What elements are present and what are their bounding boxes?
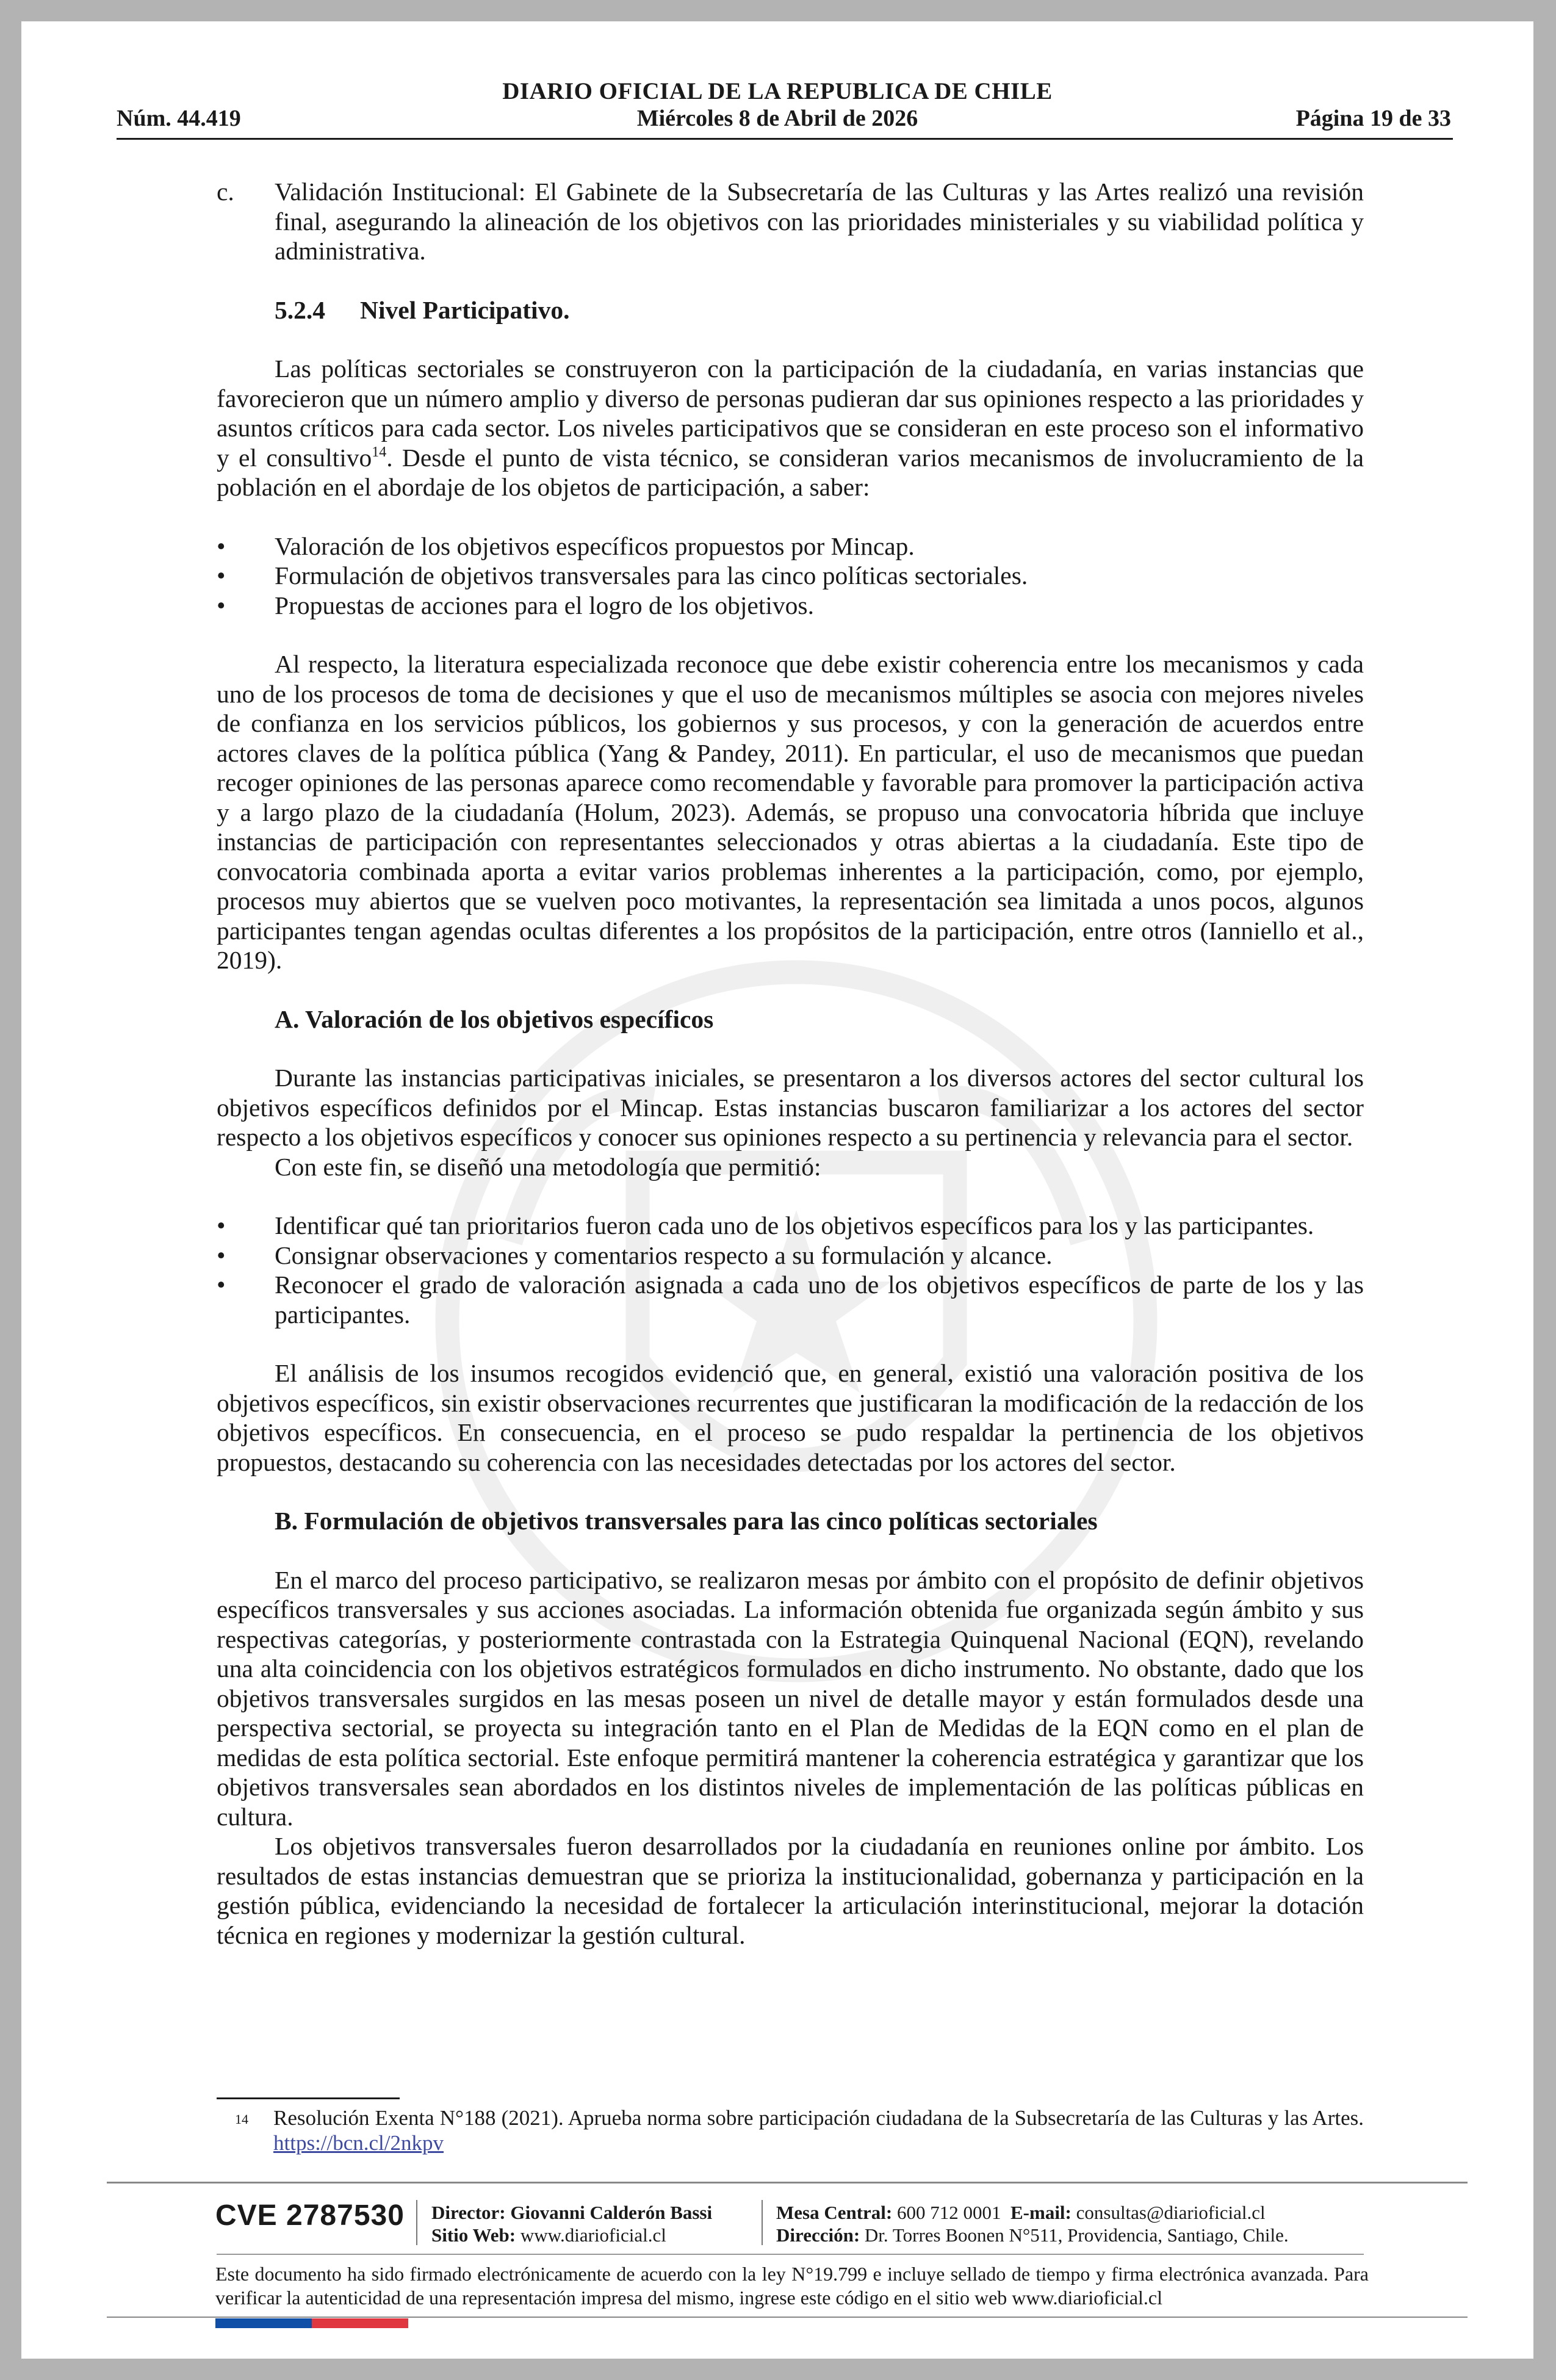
list-item-text: Validación Institucional: El Gabinete de la Subsecretaría de las Culturas y las Artes realizó una revisión final, asegurando la alineación de los objetivos con las prioridades ministeriales y su viabilidad política y administrativa.: [275, 178, 1364, 265]
list-item: • Consignar observaciones y comentarios respecto a su formulación y alcance.: [217, 1241, 1053, 1269]
footer-rule: [107, 2182, 1468, 2183]
site-label: Sitio Web:: [431, 2224, 516, 2246]
mesa-label: Mesa Central:: [776, 2202, 893, 2223]
signature-note: Este documento ha sido firmado electrónicamente de acuerdo con la ley N°19.799 e incluye sellado de tiempo y firma electrónica avanzada. Para verificar la autenticidad de una representación impresa del mismo, ingrese este código en el sitio web www.diarioficial.cl: [215, 2263, 1369, 2309]
list-item: • Propuestas de acciones para el logro de los objetivos.: [217, 591, 814, 619]
footnote-rule: [217, 2097, 400, 2099]
list-item-c: [217, 177, 1364, 266]
paragraph-1: Las políticas sectoriales se construyeron con la participación de la ciudadanía, en varias instancias que favorecieron que un número amplio y diverso de personas pudieran dar sus opiniones respecto a las prioridades y asuntos críticos para cada sector. Los niveles participativos que se consideran en este proceso son el informativo y el consultivo$^{14}$. Desde el punto de vista técnico, se consideran varios mecanismos de involucramiento de la población en el abordaje de los objetos de participación, a saber:: [217, 355, 1364, 501]
header-title: DIARIO OFICIAL DE LA REPUBLICA DE CHILE: [502, 78, 1053, 104]
bullet-icon: •: [217, 1211, 226, 1239]
director-label: Director:: [431, 2202, 506, 2223]
paragraph-5: El análisis de los insumos recogidos evidenció que, en general, existió una valoración positiva de los objetivos específicos, sin existir observaciones recurrentes que justificaran la modificación de la redacción de los objetivos específicos. En consecuencia, en el proceso se pudo respaldar la pertinencia de los objetivos propuestos, destacando su coherencia con las necesidades detectadas por los actores del sector.: [217, 1359, 1364, 1476]
list-marker: c.: [217, 178, 234, 206]
header-number: Núm. 44.419: [117, 106, 241, 131]
list-item: • Valoración de los objetivos específicos propuestos por Mincap.: [217, 532, 915, 560]
email-address[interactable]: consultas@diarioficial.cl: [1076, 2202, 1266, 2223]
address-label: Dirección:: [776, 2224, 860, 2246]
footnote: [217, 2105, 1364, 2155]
bullet-icon: •: [217, 591, 226, 619]
paragraph-3: Durante las instancias participativas iniciales, se presentaron a los diversos actores del sector cultural los objetivos específicos definidos por el Mincap. Estas instancias buscaron familiarizar a los actores del sector respecto a los objetivos específicos y conocer sus opiniones respecto a su pertinencia y relevancia para el sector.: [217, 1064, 1364, 1151]
footer-divider: [416, 2200, 417, 2245]
address-text: Dr. Torres Boonen N°511, Providencia, Santiago, Chile.: [864, 2224, 1289, 2246]
footnote-reference[interactable]: 14: [372, 444, 387, 460]
section-number: 5.2.4: [275, 295, 325, 324]
header-page: Página 19 de 33: [1295, 106, 1451, 131]
subheading-b: B. Formulación de objetivos transversales para las cinco políticas sectoriales: [275, 1507, 1098, 1535]
list-item: • Formulación de objetivos transversales para las cinco políticas sectoriales.: [217, 561, 1028, 590]
paragraph-7: Los objetivos transversales fueron desarrollados por la ciudadanía en reuniones online por ámbito. Los resultados de estas instancias demuestran que se prioriza la institucionalidad, gobernanza y participación en la gestión pública, evidenciando la necesidad de fortalecer la articulación interinstitucional, mejorar la dotación técnica en regiones y modernizar la gestión cultural.: [217, 1832, 1364, 1949]
footer-director-block: [431, 2201, 712, 2246]
footer-bottom-rule: [107, 2317, 1468, 2318]
list-item: • Identificar qué tan prioritarios fueron cada uno de los objetivos específicos para los y las participantes.: [217, 1211, 1314, 1239]
cve-code: CVE 2787530: [215, 2199, 405, 2232]
footnote-link[interactable]: https://bcn.cl/2nkpv: [273, 2131, 444, 2155]
footer-inner-rule: [217, 2254, 1364, 2255]
paragraph-4: Con este fin, se diseñó una metodología que permitió:: [275, 1152, 821, 1181]
flag-bar-blue: [215, 2318, 312, 2328]
document-page: [21, 21, 1533, 2359]
footnote-text: Resolución Exenta N°188 (2021). Aprueba norma sobre participación ciudadana de la Subsecretaría de las Culturas y las Artes.: [273, 2106, 1364, 2130]
mesa-phone: 600 712 0001: [897, 2202, 1001, 2223]
bullet-icon: •: [217, 532, 226, 560]
header-date: Miércoles 8 de Abril de 2026: [636, 106, 918, 131]
bullet-icon: •: [217, 1271, 226, 1299]
bullet-icon: •: [217, 561, 226, 590]
bullet-icon: •: [217, 1241, 226, 1269]
section-heading: [217, 295, 1364, 325]
footnote-mark: 14: [235, 2111, 248, 2127]
footer-contact-block: [776, 2201, 1289, 2246]
paragraph-6: En el marco del proceso participativo, se realizaron mesas por ámbito con el propósito de definir objetivos específicos transversales y sus acciones asociadas. La información obtenida fue organizada según ámbito y sus respectivas categorías, y posteriormente contrastada con la Estrategia Quinquenal Nacional (EQN), revelando una alta coincidencia con los objetivos estratégicos formulados en dicho instrumento. No obstante, dado que los objetivos transversales surgidos en las mesas poseen un nivel de detalle mayor y están formulados desde una perspectiva sectorial, se proyecta su integración tanto en el Plan de Medidas de la EQN como en el plan de medidas de esta política sectorial. Este enfoque permitirá mantener la coherencia estratégica y garantizar que los objetivos transversales sean abordados en los distintos niveles de implementación de las políticas públicas en cultura.: [217, 1565, 1364, 1831]
site-url[interactable]: www.diarioficial.cl: [520, 2224, 666, 2246]
header-rule: [117, 138, 1453, 140]
footer-divider: [762, 2200, 763, 2245]
document-body: [217, 177, 1364, 1950]
email-label: E-mail:: [1010, 2202, 1072, 2223]
flag-bar-red: [312, 2318, 408, 2328]
paragraph-2: Al respecto, la literatura especializada reconoce que debe existir coherencia entre los mecanismos y cada uno de los procesos de toma de decisiones y que el uso de mecanismos múltiples se asocia con mejores niveles de confianza en los servicios públicos, los gobiernos y sus procesos, y con la generación de acuerdos entre actores claves de la política pública (Yang & Pandey, 2011). En particular, el uso de mecanismos que puedan recoger opiniones de las personas aparece como recomendable y favorable para promover la participación activa y a largo plazo de la ciudadanía (Holum, 2023). Además, se propuso una convocatoria híbrida que incluye instancias de participación con representantes seleccionados y otras abiertas a la ciudadanía. Este tipo de convocatoria combinada aporta a evitar varios problemas inherentes a la participación, como, por ejemplo, procesos muy abiertos que se vuelven poco motivantes, la representación sea limitada a unos pocos, algunos participantes tengan agendas ocultas diferentes a los propósitos de la participación, entre otros (Ianniello et al., 2019).: [217, 650, 1364, 974]
list-item: • Reconocer el grado de valoración asignada a cada uno de los objetivos específicos de parte de los y las participantes.: [217, 1271, 1364, 1329]
section-title: Nivel Participativo.: [360, 295, 570, 324]
director-name: Giovanni Calderón Bassi: [510, 2202, 713, 2223]
subheading-a: A. Valoración de los objetivos específicos: [275, 1004, 714, 1033]
